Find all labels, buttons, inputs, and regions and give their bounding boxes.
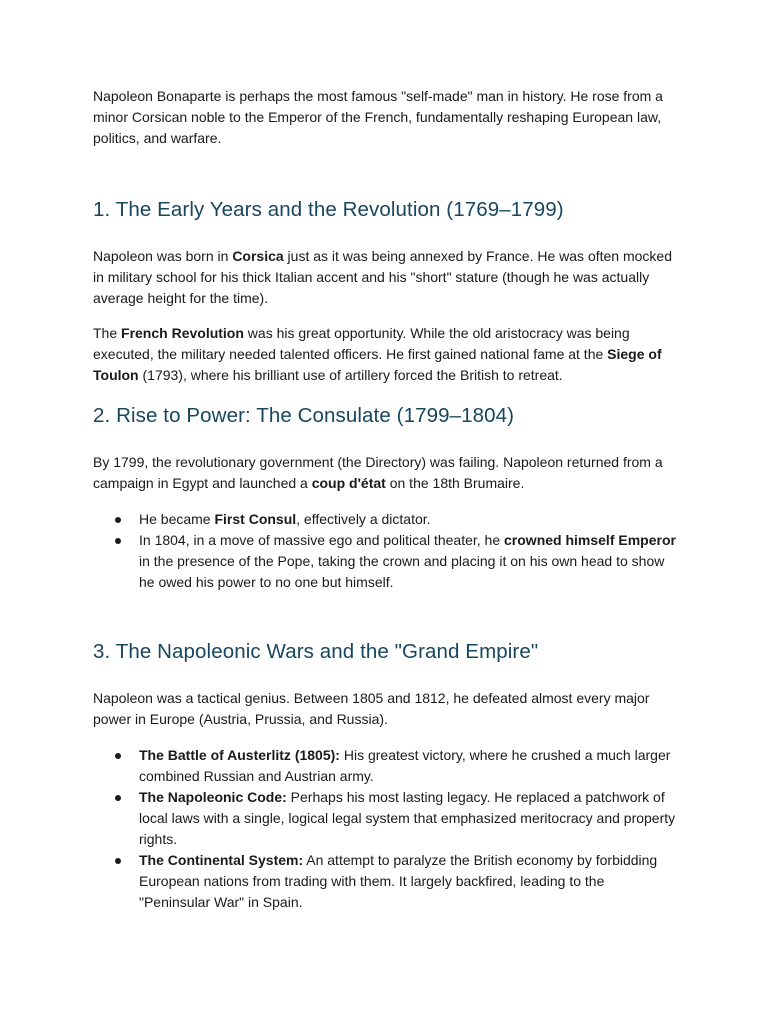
text-run: (1793), where his brilliant use of artillery forced the British to retreat. xyxy=(138,367,563,383)
section-1-paragraph-1 xyxy=(93,246,678,309)
text-run: He became xyxy=(139,511,215,527)
bold-text-corsica: Corsica xyxy=(232,248,284,264)
list-item xyxy=(139,745,678,787)
text-run: In 1804, in a move of massive ego and political theater, he xyxy=(139,532,505,548)
bold-text: The Battle of Austerlitz (1805): xyxy=(139,747,340,763)
text-run: just as it was being annexed by France. He was often mocked in military school for his thick Italian accent and his "short" stature (though he was actually average height for the time). xyxy=(93,248,672,306)
section-2-paragraph-1 xyxy=(93,452,678,494)
intro-text: Napoleon Bonaparte is perhaps the most famous "self-made" man in history. He rose from a minor Corsican noble to the Emperor of the French, fundamentally reshaping European law, politics, and warfare. xyxy=(93,88,663,146)
bullet-icon xyxy=(115,858,121,864)
bullet-icon xyxy=(115,753,121,759)
list-item xyxy=(139,787,678,850)
bullet-icon xyxy=(115,538,121,544)
bold-text: The Continental System: xyxy=(139,852,304,868)
bold-text-coup-detat: coup d'état xyxy=(311,475,386,491)
bold-text: First Consul xyxy=(214,511,297,527)
bold-text: crowned himself Emperor xyxy=(504,532,676,548)
text-run: His greatest victory, where he crushed a much larger combined Russian and Austrian army. xyxy=(139,747,671,784)
text-run: was his great opportunity. While the old aristocracy was being executed, the military needed talented officers. He first gained national fame at the xyxy=(93,325,630,362)
text-run: An attempt to paralyze the British economy by forbidding European nations from trading with them. It largely backfired, leading to the "Peninsular War" in Spain. xyxy=(139,852,658,910)
section-2-bullet-list xyxy=(93,509,678,593)
bold-text-siege-of-toulon: Siege of Toulon xyxy=(93,346,662,383)
list-item xyxy=(139,509,678,530)
section-2-heading: 2. Rise to Power: The Consulate (1799–1804) xyxy=(93,404,515,427)
bold-text-french-revolution: French Revolution xyxy=(121,325,244,341)
bullet-icon xyxy=(115,517,121,523)
document-body xyxy=(93,86,678,913)
bullet-icon xyxy=(115,795,121,801)
text-run: , effectively a dictator. xyxy=(296,511,431,527)
text-run: The xyxy=(93,325,122,341)
bold-text: The Napoleonic Code: xyxy=(139,789,287,805)
section-1-paragraph-2 xyxy=(93,323,678,386)
list-item xyxy=(139,850,678,913)
section-3-bullet-list xyxy=(93,745,678,913)
section-3-heading: 3. The Napoleonic Wars and the "Grand Empire" xyxy=(93,640,539,663)
text-run: on the 18th Brumaire. xyxy=(385,475,525,491)
text-run: Perhaps his most lasting legacy. He replaced a patchwork of local laws with a single, logical legal system that emphasized meritocracy and property rights. xyxy=(139,789,676,847)
text-run: By 1799, the revolutionary government (the Directory) was failing. Napoleon returned from a campaign in Egypt and launched a xyxy=(93,454,663,491)
list-item xyxy=(139,530,678,593)
section-3-paragraph-1: Napoleon was a tactical genius. Between 1805 and 1812, he defeated almost every major power in Europe (Austria, Prussia, and Russia). xyxy=(93,690,650,727)
section-1-heading: 1. The Early Years and the Revolution (1769–1799) xyxy=(93,198,564,221)
intro-paragraph xyxy=(93,86,678,149)
text-run: in the presence of the Pope, taking the crown and placing it on his own head to show he owed his power to no one but himself. xyxy=(139,553,665,590)
text-run: Napoleon was born in xyxy=(93,248,233,264)
